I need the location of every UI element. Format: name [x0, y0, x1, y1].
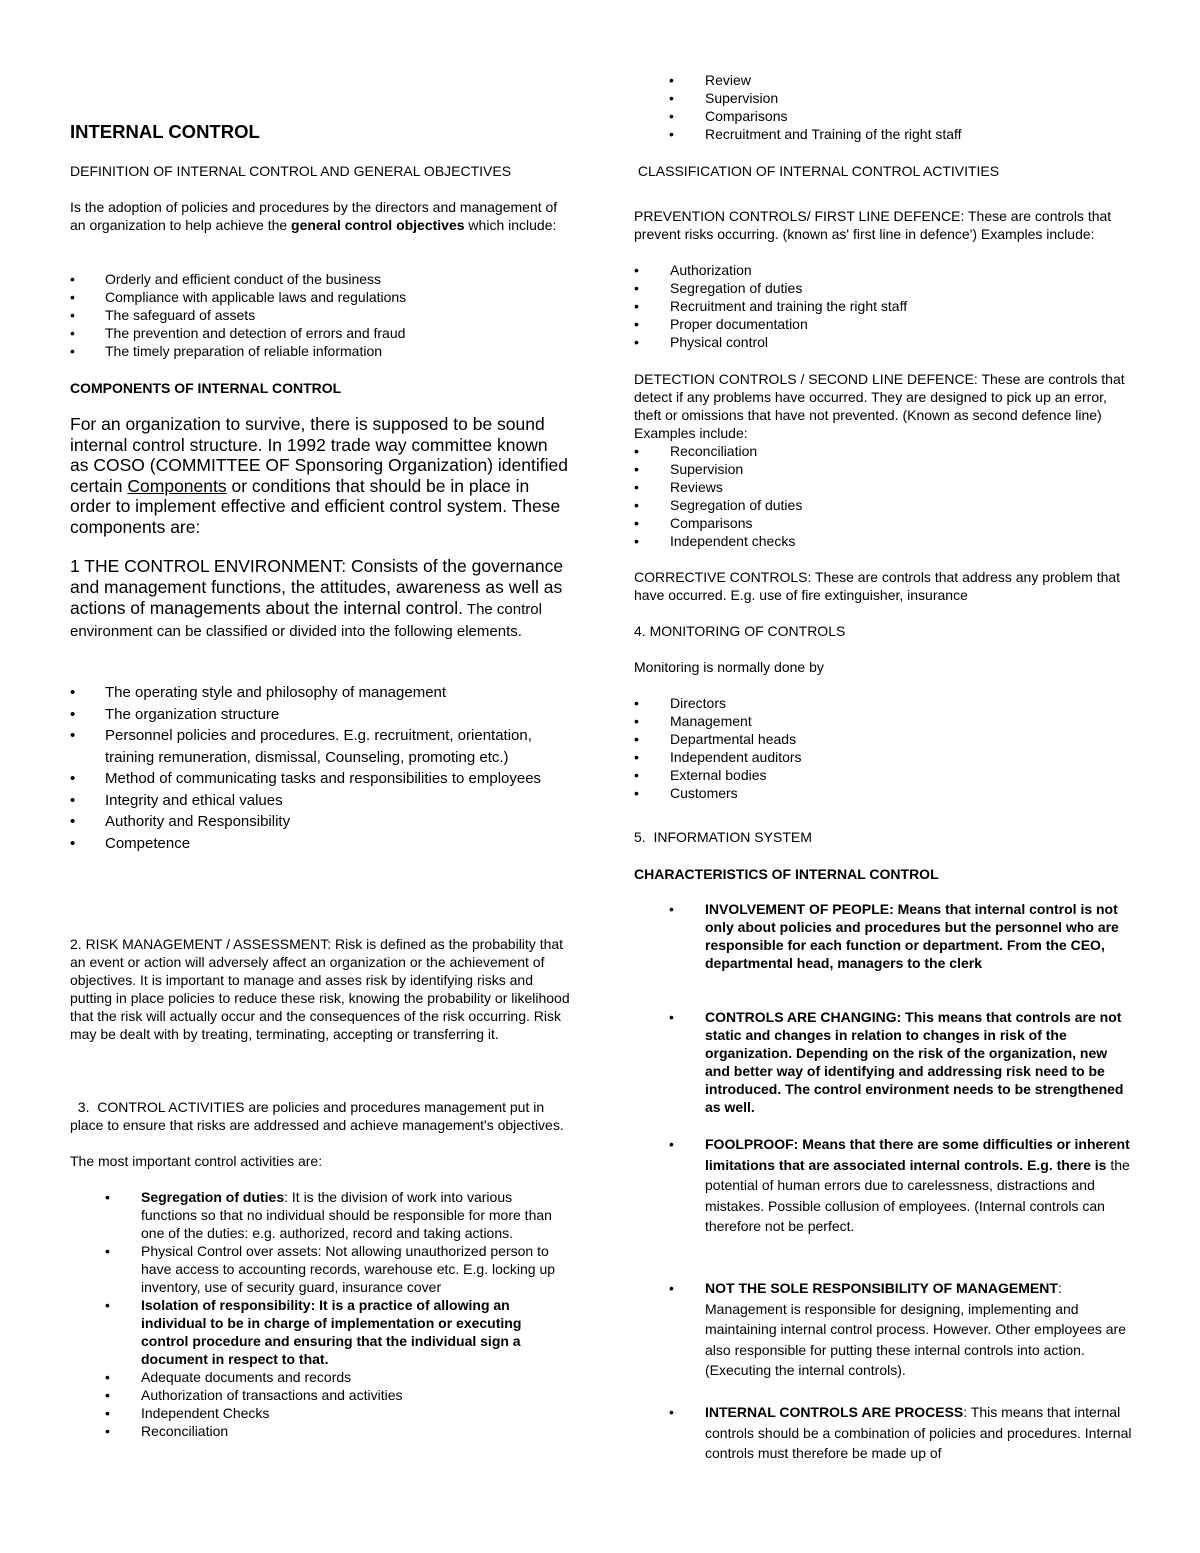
list-item: • Segregation of duties — [634, 279, 1134, 297]
foolproof-text: the potential of human errors due to carelessness, distractions and mistakes. Possible collusion of employees. (Internal controls can therefore not be perfect. — [705, 1156, 1130, 1234]
list-item: • Compliance with applicable laws and regulations — [70, 288, 570, 306]
control-environment-text: 1 THE CONTROL ENVIRONMENT: Consists of the governance and management functions, the attitudes, awareness as well as actions of managements about the internal control. — [70, 556, 564, 618]
list-item: • Customers — [634, 784, 1134, 802]
activity-text: Authorization of transactions and activities — [141, 1387, 403, 1403]
list-item — [634, 1134, 1134, 1237]
activities-continued-list — [634, 71, 1134, 143]
list-item: • Departmental heads — [634, 730, 1134, 748]
list-item: • Integrity and ethical values — [70, 790, 570, 812]
list-item: • Independent auditors — [634, 748, 1134, 766]
list-item: • The safeguard of assets — [70, 306, 570, 324]
components-heading: COMPONENTS OF INTERNAL CONTROL — [70, 380, 342, 396]
control-activities-intro: The most important control activities are: — [70, 1153, 323, 1169]
characteristic-changing — [634, 1008, 1134, 1116]
list-item — [634, 1278, 1134, 1381]
list-item: • Comparisons — [634, 514, 1134, 532]
list-item: • Comparisons — [634, 107, 1134, 125]
list-item: • Orderly and efficient conduct of the business — [70, 270, 570, 288]
page-title: INTERNAL CONTROL — [70, 121, 260, 142]
activity-text: : It is the division of work into various functions so that no individual should be responsible for more than one of the duties: e.g. authorized, record and taking actions. — [141, 1189, 552, 1241]
detection-controls-paragraph: DETECTION CONTROLS / SECOND LINE DEFENCE: These are controls that detect if any problems have occurred. They are designed to pick up an error, theft or omissions that have not prevented. (Known as second defence line) Examples include: — [634, 371, 1125, 441]
components-text-end: or conditions that should be in place in order to implement effective and efficient control system. These components are: — [70, 475, 561, 537]
definition-bold-text: general control objectives — [291, 217, 465, 233]
activity-text: Physical Control over assets: Not allowing unauthorized person to have access to accounting records, warehouse etc. E.g. locking up inventory, use of security guard, insurance cover — [141, 1243, 556, 1295]
list-item: • The timely preparation of reliable information — [70, 342, 570, 360]
corrective-controls-paragraph: CORRECTIVE CONTROLS: These are controls that address any problem that have occurred. E.g. use of fire extinguisher, insurance — [634, 569, 1121, 603]
components-paragraph — [70, 414, 570, 537]
prevention-controls-list — [634, 261, 1134, 351]
sole-responsibility-text: : Management is responsible for designing, implementing and maintaining internal control process. However. Other employees are also responsible for putting these internal controls into action. (Executing the internal controls). — [705, 1280, 1126, 1378]
monitoring-heading: 4. MONITORING OF CONTROLS — [634, 623, 846, 639]
characteristic-process — [634, 1402, 1134, 1464]
list-item: • Method of communicating tasks and responsibilities to employees — [70, 768, 570, 790]
list-item — [70, 1296, 570, 1368]
list-item: • CONTROLS ARE CHANGING: This means that controls are not static and changes in relation to changes in risk of the organization. Depending on the risk of the organization, new and better way of identifying and addressing risk need to be introduced. The control environment needs to be strengthened as well. — [634, 1008, 1134, 1116]
list-item: • Authorization — [634, 261, 1134, 279]
objectives-list — [70, 270, 570, 360]
detection-controls-list — [634, 442, 1134, 550]
list-item: • Recruitment and training the right staff — [634, 297, 1134, 315]
list-item: • The organization structure — [70, 704, 570, 726]
process-text: : This means that internal controls should be a combination of policies and procedures. Internal controls must therefore be made up of — [705, 1404, 1132, 1461]
information-system-heading: 5. INFORMATION SYSTEM — [634, 829, 812, 845]
characteristic-sole-responsibility — [634, 1278, 1134, 1381]
sole-responsibility-bold: NOT THE SOLE RESPONSIBILITY OF MANAGEMENT — [705, 1280, 1058, 1296]
definition-heading: DEFINITION OF INTERNAL CONTROL AND GENERAL OBJECTIVES — [70, 163, 512, 179]
activity-bold: Segregation of duties — [141, 1189, 285, 1205]
list-item: • Competence — [70, 833, 570, 855]
list-item: • The prevention and detection of errors and fraud — [70, 324, 570, 342]
list-item — [70, 1422, 570, 1440]
control-environment-paragraph — [70, 556, 570, 642]
list-item: • Review — [634, 71, 1134, 89]
components-text: For an organization to survive, there is supposed to be sound internal control structure. In 1992 trade way committee known as COSO (COMMITTEE OF Sponsoring Organization) identified certain — [70, 414, 568, 496]
list-item — [70, 1386, 570, 1404]
list-item — [70, 1188, 570, 1242]
list-item: • Management — [634, 712, 1134, 730]
control-environment-tail: The control environment can be classified or divided into the following elements. — [70, 601, 542, 640]
list-item — [70, 1242, 570, 1296]
list-item: • The operating style and philosophy of management — [70, 682, 570, 704]
risk-management-paragraph: 2. RISK MANAGEMENT / ASSESSMENT: Risk is defined as the probability that an event or action will adversely affect an organization or the achievement of objectives. It is important to manage and asses risk by identifying risks and putting in place policies to reduce these risk, knowing the probability or likelihood that the risk will actually occur and the consequences of the risk occurring. Risk may be dealt with by treating, terminating, accepting or transferring it. — [70, 936, 570, 1042]
prevention-controls-paragraph: PREVENTION CONTROLS/ FIRST LINE DEFENCE: These are controls that prevent risks occurring. (known as' first line in defence') Examples include: — [634, 208, 1112, 242]
process-bold: INTERNAL CONTROLS ARE PROCESS — [705, 1404, 964, 1420]
definition-text-end: which include: — [464, 217, 557, 233]
list-item: • Reconciliation — [634, 442, 1134, 460]
list-item: • Supervision — [634, 460, 1134, 478]
list-item: • External bodies — [634, 766, 1134, 784]
list-item: • Segregation of duties — [634, 496, 1134, 514]
definition-text: Is the adoption of policies and procedures by the directors and management of an organization to help achieve the — [70, 199, 558, 233]
definition-paragraph — [70, 198, 570, 234]
list-item — [70, 1368, 570, 1386]
list-item: • INVOLVEMENT OF PEOPLE: Means that internal control is not only about policies and procedures but the personnel who are responsible for each function or department. From the CEO, departmental head, managers to the clerk — [634, 900, 1134, 972]
list-item: • Reviews — [634, 478, 1134, 496]
monitoring-list — [634, 694, 1134, 802]
components-underlined-text: Components — [127, 475, 227, 496]
activity-text: Adequate documents and records — [141, 1369, 352, 1385]
list-item: • Physical control — [634, 333, 1134, 351]
classification-heading: CLASSIFICATION OF INTERNAL CONTROL ACTIVITIES — [634, 163, 1000, 179]
activity-text: Reconciliation — [141, 1423, 229, 1439]
list-item: • Authority and Responsibility — [70, 811, 570, 833]
environment-elements-list — [70, 682, 570, 854]
control-activities-paragraph: 3. CONTROL ACTIVITIES are policies and procedures management put in place to ensure that risks are addressed and achieve management's objectives. — [70, 1099, 564, 1133]
characteristic-foolproof — [634, 1134, 1134, 1237]
list-item: • Independent checks — [634, 532, 1134, 550]
activity-text: Independent Checks — [141, 1405, 270, 1421]
list-item: • Supervision — [634, 89, 1134, 107]
control-activities-list — [70, 1188, 570, 1440]
foolproof-bold: FOOLPROOF: Means that there are some difficulties or inherent limitations that are associated internal controls. E.g. there is — [705, 1136, 1130, 1173]
list-item: • Directors — [634, 694, 1134, 712]
activity-bold: Isolation of responsibility: It is a practice of allowing an individual to be in charge of implementation or executing control procedure and ensuring that the individual sign a document in respect to that. — [141, 1297, 522, 1367]
list-item: • Personnel policies and procedures. E.g. recruitment, orientation, training remuneration, dismissal, Counseling, promoting etc.) — [70, 725, 570, 768]
monitoring-intro: Monitoring is normally done by — [634, 659, 824, 675]
characteristic-involvement — [634, 900, 1134, 972]
list-item: • Recruitment and Training of the right staff — [634, 125, 1134, 143]
characteristics-heading: CHARACTERISTICS OF INTERNAL CONTROL — [634, 866, 939, 882]
list-item — [634, 1402, 1134, 1464]
list-item — [70, 1404, 570, 1422]
list-item: • Proper documentation — [634, 315, 1134, 333]
